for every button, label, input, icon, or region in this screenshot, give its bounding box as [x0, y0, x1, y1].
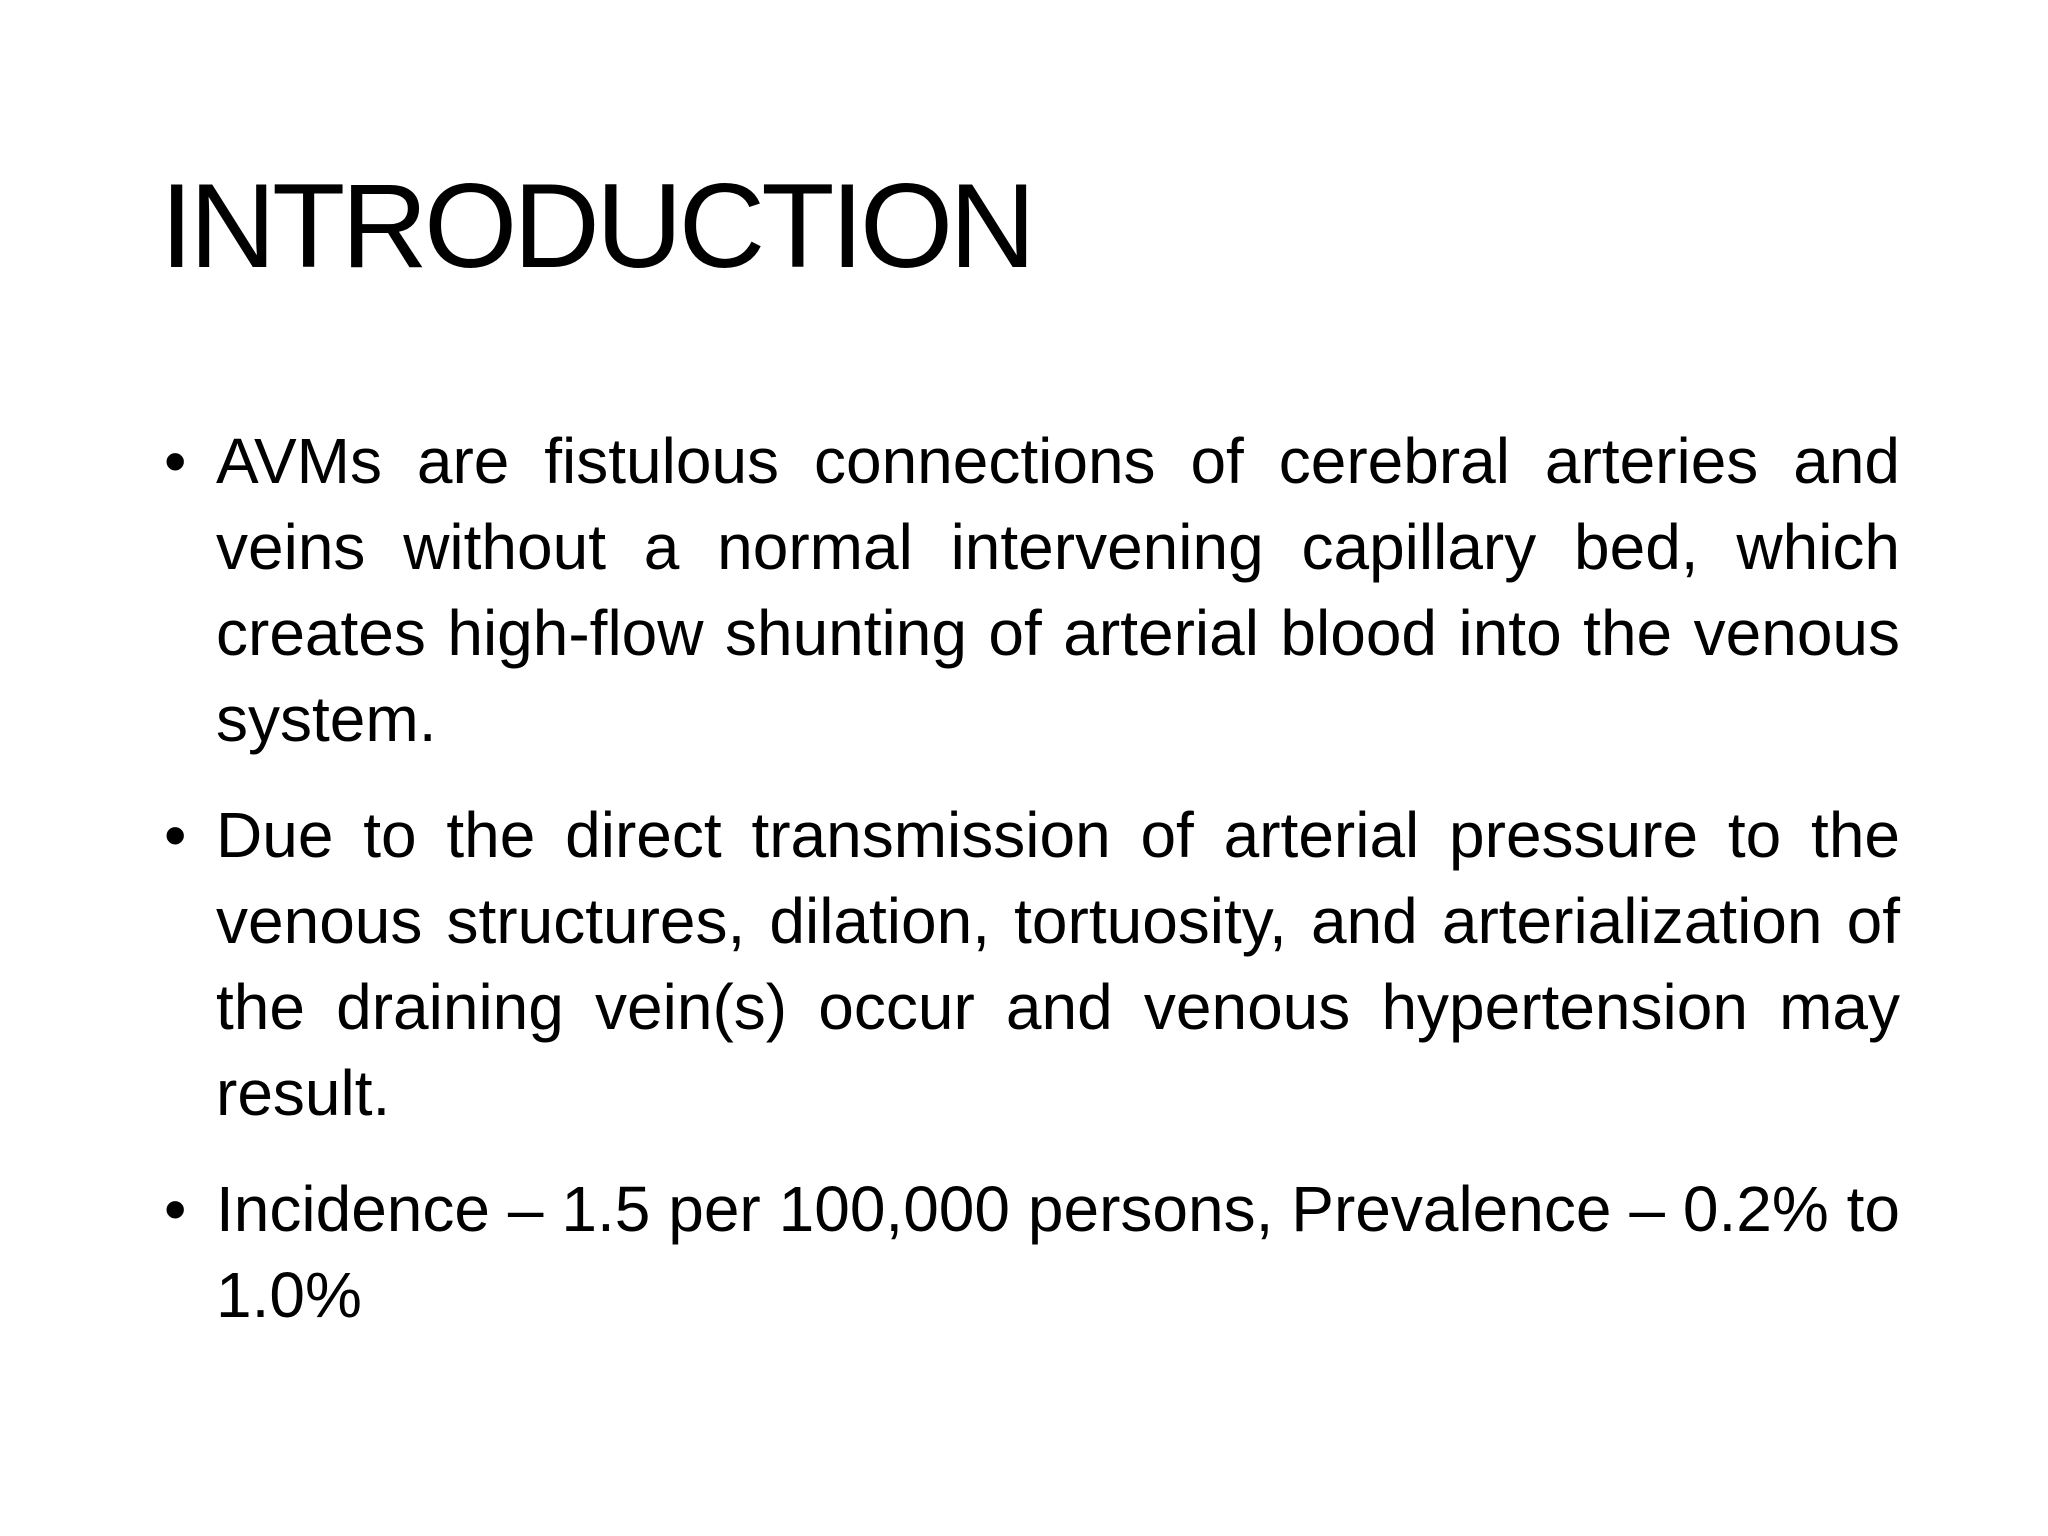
slide-title: INTRODUCTION	[160, 159, 1032, 293]
bullet-marker: •	[164, 1173, 187, 1245]
bullet-text: Incidence – 1.5 per 100,000 persons, Prevalence – 0.2% to 1.0%	[216, 1173, 1900, 1331]
bullet-text: AVMs are fistulous connections of cerebral arteries and veins without a normal intervening capillary bed, which creates high-flow shunting of arterial blood into the venous system.	[216, 425, 1900, 755]
bullet-item	[160, 1166, 1900, 1338]
bullet-text: Due to the direct transmission of arterial pressure to the venous structures, dilation, tortuosity, and arterialization of the draining vein(s) occur and venous hypertension may result.	[216, 799, 1900, 1129]
bullet-item	[160, 792, 1900, 1136]
bullet-marker: •	[164, 799, 187, 871]
bullet-list	[160, 418, 1900, 1368]
bullet-item	[160, 418, 1900, 762]
bullet-marker: •	[164, 425, 187, 497]
